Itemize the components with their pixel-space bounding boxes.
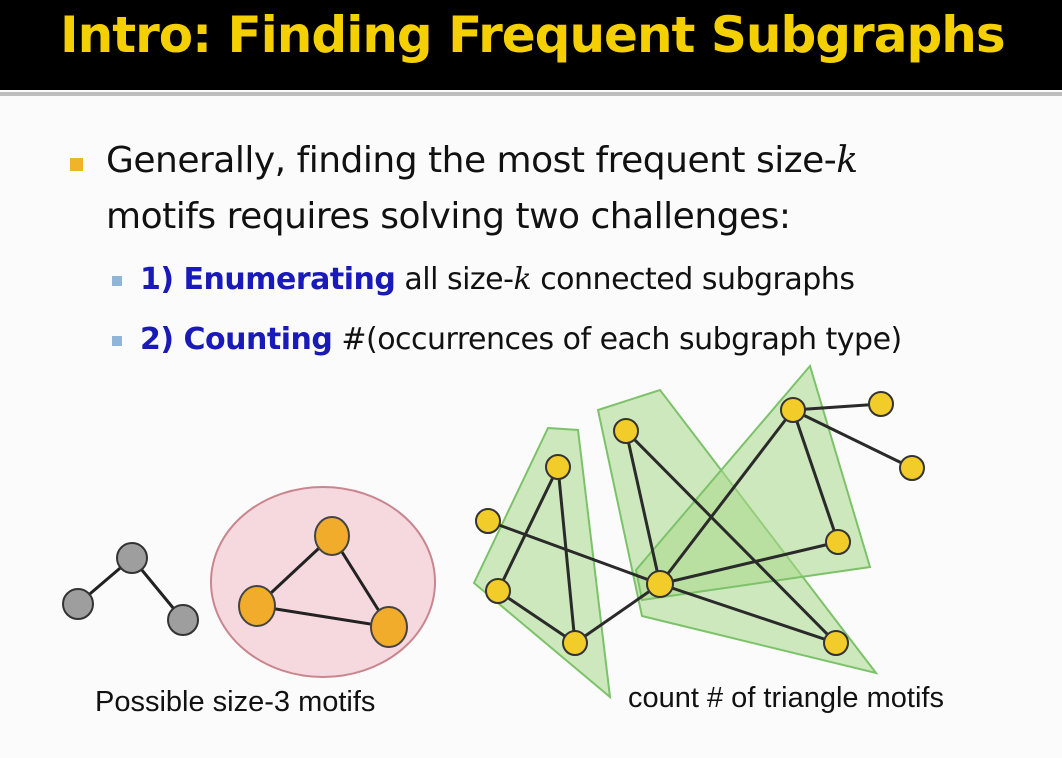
enumerating-text-pre: all size- (395, 262, 514, 297)
counting-highlight: 2) Counting (140, 322, 333, 357)
graph-node (826, 530, 850, 554)
caption-possible-motifs: Possible size-3 motifs (95, 686, 376, 718)
gray-node (168, 605, 198, 635)
bullet-line-2: motifs requires solving two challenges: (106, 196, 791, 237)
graph-node (563, 631, 587, 655)
k-variable-sub: k (513, 262, 532, 297)
graph-node (486, 579, 510, 603)
slide-title: Intro: Finding Frequent Subgraphs (60, 6, 1005, 64)
graph-node (614, 419, 638, 443)
graph-node (869, 392, 893, 416)
graph-node (824, 631, 848, 655)
bullet-line-1-text: Generally, finding the most frequent size- (106, 140, 837, 181)
orange-node (315, 517, 349, 555)
enumerating-highlight: 1) Enumerating (140, 262, 396, 297)
orange-node (239, 586, 275, 626)
caption-count-triangles: count # of triangle motifs (628, 682, 944, 714)
orange-node (371, 607, 407, 647)
k-variable: k (836, 140, 858, 181)
counting-text: #(occurrences of each subgraph type) (332, 322, 902, 357)
graph-node (647, 571, 673, 597)
triangle-highlight-left (474, 428, 610, 697)
graph-node (546, 455, 570, 479)
gray-node (117, 543, 147, 573)
enumerating-text-post: connected subgraphs (531, 262, 855, 297)
triangle-motif-circle (211, 487, 435, 677)
graph-node (781, 398, 805, 422)
graph-node (900, 456, 924, 480)
gray-node (63, 589, 93, 619)
graph-node (476, 509, 500, 533)
